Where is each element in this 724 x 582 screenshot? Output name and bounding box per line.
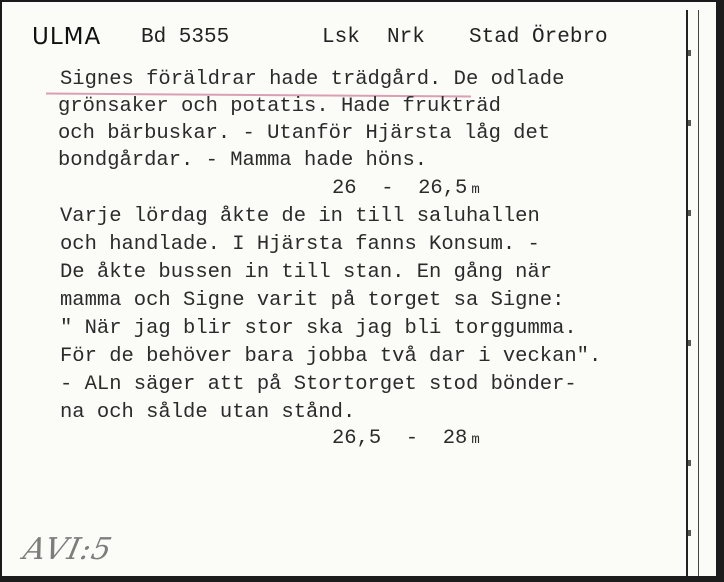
text-line: och bärbuskar. - Utanför Hjärsta låg det: [58, 122, 551, 145]
scan-border-right: [716, 0, 724, 582]
text-line: " När jag blir stor ska jag bli torggumma.: [60, 317, 577, 340]
page-range: 26 - 26,5: [332, 177, 468, 200]
archive-stamp: AVI:5: [20, 532, 116, 567]
text-line: - ALn säger att på Stortorget stod bönder-: [60, 373, 577, 396]
page-range: 26,5 - 28: [332, 427, 468, 450]
page-unit: m: [471, 432, 480, 448]
page-reference: [332, 177, 480, 200]
text-line: och handlade. I Hjärsta fanns Konsum. -: [60, 233, 540, 256]
text-line: Varje lördag åkte de in till saluhallen: [60, 205, 540, 228]
volume-number: Bd 5355: [141, 26, 230, 49]
text-line: bondgårdar. - Mamma hade höns.: [58, 149, 428, 172]
archive-name: ULMA: [32, 24, 102, 50]
lsk-label: Lsk: [322, 26, 360, 49]
text-line: Signes föräldrar hade trädgård. De odlade: [60, 68, 565, 91]
page-unit: m: [471, 182, 480, 198]
city-label: Stad Örebro: [469, 26, 608, 49]
text-line: För de behöver bara jobba två dar i veckan".: [60, 345, 602, 368]
page-reference: [332, 427, 480, 450]
text-line: mamma och Signe varit på torget sa Signe:: [60, 289, 565, 312]
nrk-label: Nrk: [387, 26, 425, 49]
card-edge-marks: [686, 10, 708, 576]
text-line: grönsaker och potatis. Hade frukträd: [58, 95, 501, 118]
card-header: [2, 24, 718, 54]
scan-border-bottom: [0, 576, 724, 582]
text-line: na och sålde utan stånd.: [60, 401, 356, 424]
text-line: De åkte bussen in till stan. En gång när: [60, 261, 553, 284]
